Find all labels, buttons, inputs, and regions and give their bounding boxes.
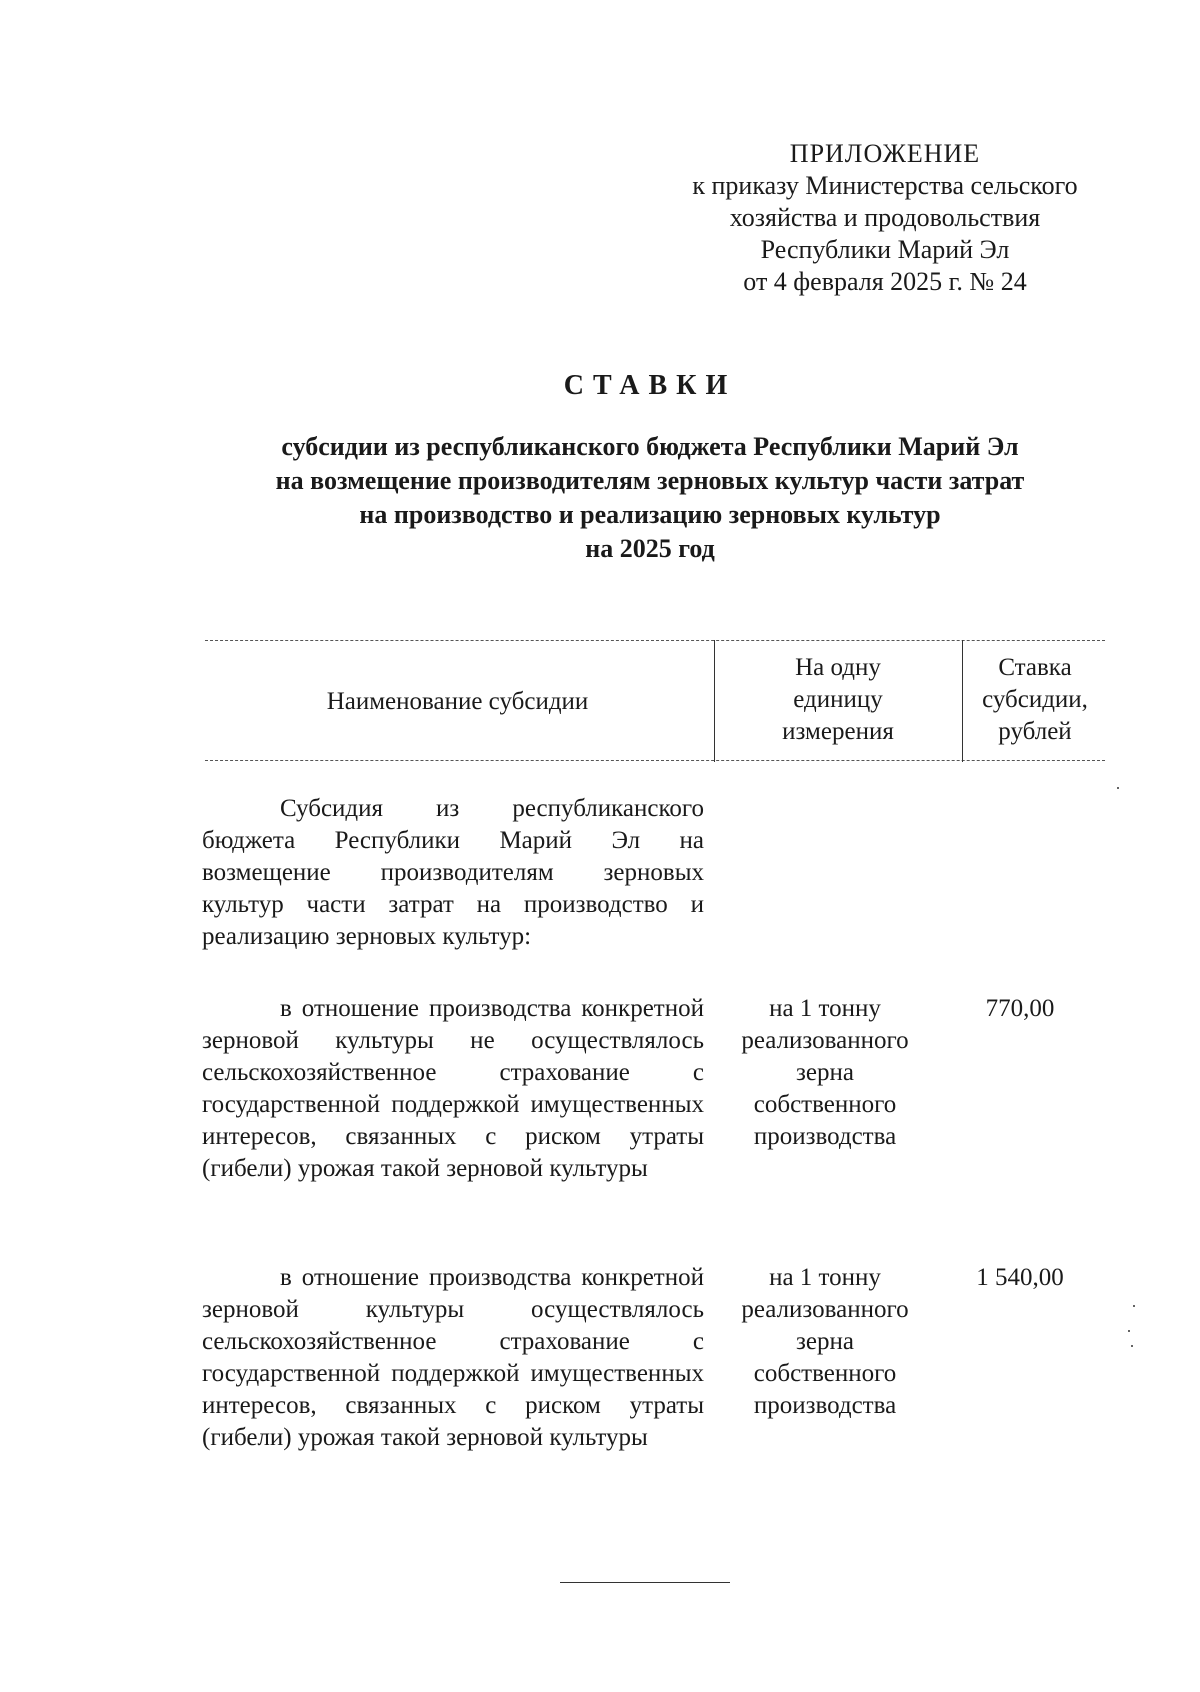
unit-line: производства: [753, 1123, 897, 1150]
header-rate-line: субсидии,: [982, 686, 1088, 713]
header-name: Наименование субсидии: [326, 688, 589, 715]
table-header-bottom-rule: [205, 760, 1105, 761]
scan-speck: [1117, 787, 1119, 789]
column-divider: [714, 640, 715, 762]
table-row-rate: 1 540,00: [976, 1264, 1064, 1291]
table-row-rate: 770,00: [985, 995, 1055, 1022]
subtitle-line: на возмещение производителям зерновых культур части затрат: [275, 466, 1025, 495]
unit-line: зерна: [796, 1328, 854, 1355]
end-separator-line: [560, 1582, 730, 1583]
header-unit: [718, 652, 958, 748]
scan-speck: [1133, 1305, 1135, 1307]
scan-speck: [1131, 1345, 1133, 1347]
table-intro: Субсидия из республиканского бюджета Республики Марий Эл на возмещение производителям зерновых культур части затрат на производство и реализацию зерновых культур:: [202, 795, 704, 950]
header-unit-line: единицу: [793, 686, 883, 713]
unit-line: реализованного: [741, 1027, 909, 1054]
table-row-description: в отношение производства конкретной зерновой культуры осуществлялось сельскохозяйственное страхование с государственной поддержкой имущественных интересов, связанных с риском утраты (гибели) урожая такой зерновой культуры: [202, 1264, 704, 1451]
scan-speck: [1128, 1330, 1130, 1332]
subtitle-line: субсидии из республиканского бюджета Республики Марий Эл: [281, 432, 1019, 461]
subtitle-line: на 2025 год: [585, 534, 715, 563]
unit-line: собственного: [753, 1360, 897, 1387]
appendix-line: к приказу Министерства сельского: [692, 171, 1078, 200]
table-row-description: в отношение производства конкретной зерновой культуры не осуществлялось сельскохозяйственное страхование с государственной поддержкой имущественных интересов, связанных с риском утраты (гибели) урожая такой зерновой культуры: [202, 995, 704, 1182]
header-unit-line: измерения: [782, 718, 894, 745]
document-subtitle: [200, 430, 1100, 566]
unit-line: собственного: [753, 1091, 897, 1118]
subtitle-line: на производство и реализацию зерновых культур: [359, 500, 941, 529]
table-top-rule: [205, 640, 1105, 641]
unit-line: производства: [753, 1392, 897, 1419]
unit-line: зерна: [796, 1059, 854, 1086]
header-rate: [965, 652, 1105, 748]
table-row-unit: [720, 1262, 930, 1422]
appendix-block: [640, 138, 1130, 298]
appendix-line: Республики Марий Эл: [760, 235, 1010, 264]
appendix-heading: ПРИЛОЖЕНИЕ: [789, 139, 981, 168]
appendix-line: от 4 февраля 2025 г. № 24: [743, 267, 1027, 296]
unit-line: на 1 тонну: [769, 995, 881, 1022]
unit-line: реализованного: [741, 1296, 909, 1323]
header-rate-line: Ставка: [998, 654, 1072, 681]
appendix-line: хозяйства и продовольствия: [729, 203, 1041, 232]
unit-line: на 1 тонну: [769, 1264, 881, 1291]
table-row-unit: [720, 993, 930, 1153]
document-title: СТАВКИ: [563, 370, 737, 401]
header-unit-line: На одну: [795, 654, 881, 681]
header-rate-line: рублей: [998, 718, 1072, 745]
column-divider: [962, 640, 963, 762]
